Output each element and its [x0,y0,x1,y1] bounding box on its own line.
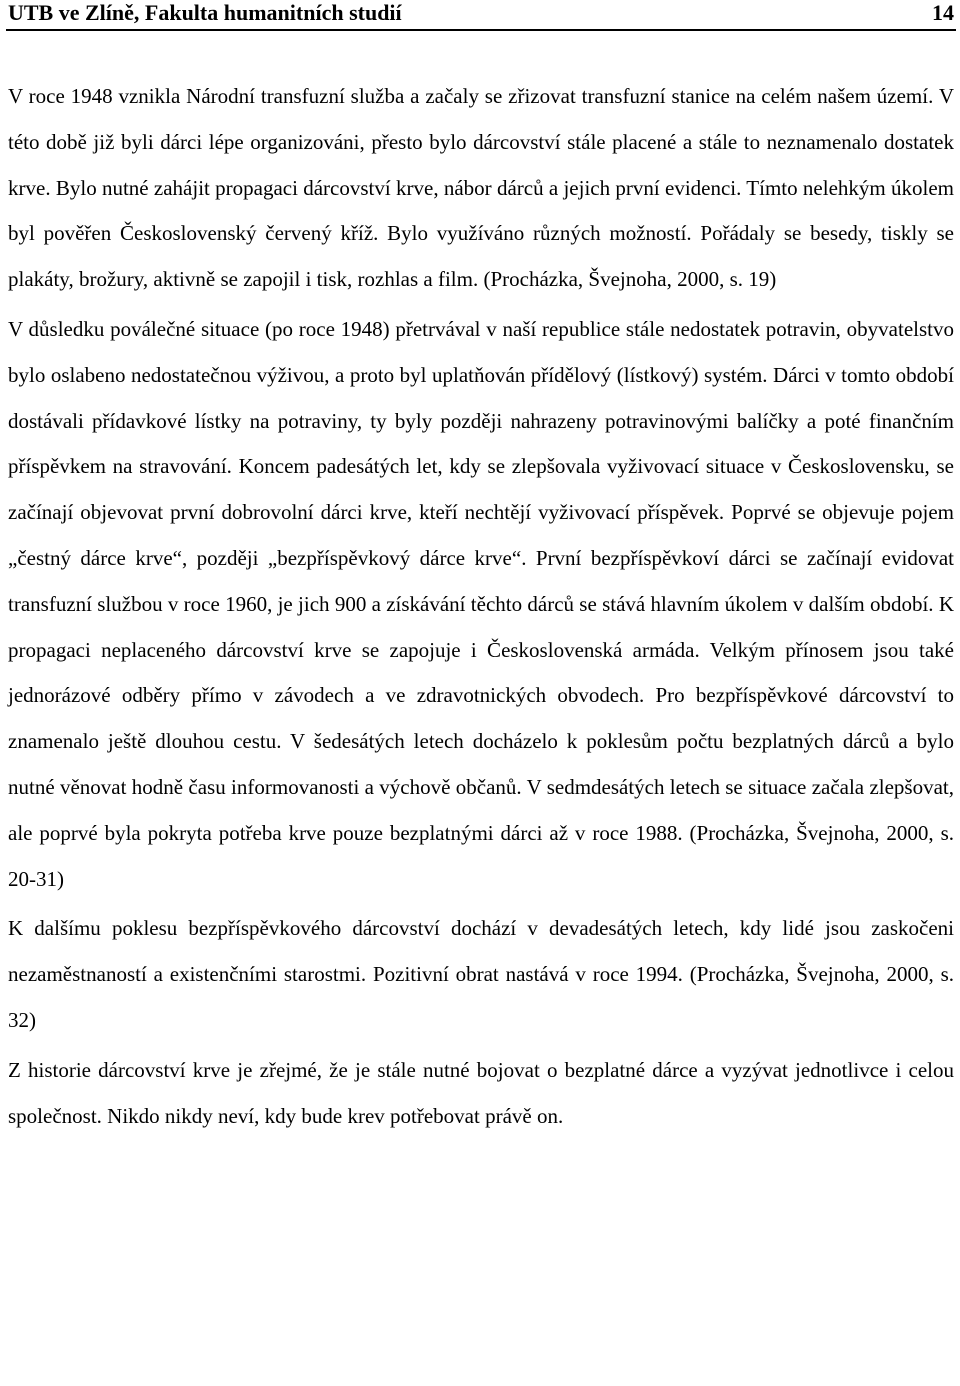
header-title: UTB ve Zlíně, Fakulta humanitních studií [8,0,402,25]
body-text [8,74,954,1139]
paragraph-1: V roce 1948 vznikla Národní transfuzní služba a začaly se zřizovat transfuzní stanice na celém našem území. V této době již byli dárci lépe organizováni, přesto bylo dárcovství stále placené a stále to neznamenalo dostatek krve. Bylo nutné zahájit propagaci dárcovství krve, nábor dárců a jejich první evidenci. Tímto nelehkým úkolem byl pověřen Československý červený kříž. Bylo využíváno různých možností. Pořádaly se besedy, tiskly se plakáty, brožury, aktivně se zapojil i tisk, rozhlas a film. (Procházka, Švejnoha, 2000, s. 19) [8,84,954,292]
paragraph-2: V důsledku poválečné situace (po roce 1948) přetrvával v naší republice stále nedostatek potravin, obyvatelstvo bylo oslabeno nedostatečnou výživou, a proto byl uplatňován přídělový (lístkový) systém. Dárci v tomto období dostávali přídavkové lístky na potraviny, ty byly později nahrazeny potravinovými balíčky a poté finančním příspěvkem na stravování. Koncem padesátých let, kdy se zlepšovala vyživovací situace v Československu, se začínají objevovat první dobrovolní dárci krve, kteří nechtějí vyživovací příspěvek. Poprvé se objevuje pojem „čestný dárce krve“, později „bezpříspěvkový dárce krve“. První bezpříspěvkoví dárci se začínají evidovat transfuzní službou v roce 1960, je jich 900 a získávání těchto dárců se stává hlavním úkolem v dalším období. K propagaci neplaceného dárcovství krve se zapojuje i Československá armáda. Velkým přínosem jsou také jednorázové odběry přímo v závodech a ve zdravotnických obvodech. Pro bezpříspěvkové dárcovství to znamenalo ještě dlouhou cestu. V šedesátých letech docházelo k poklesům počtu bezplatných dárců a bylo nutné věnovat hodně času informovanosti a výchově občanů. V sedmdesátých letech se situace začala zlepšovat, ale poprvé byla pokryta potřeba krve pouze bezplatnými dárci až v roce 1988. (Procházka, Švejnoha, 2000, s. 20-31) [8,316,954,891]
page-number: 14 [932,0,954,25]
paragraph-3: K dalšímu poklesu bezpříspěvkového dárcovství dochází v devadesátých letech, kdy lidé jsou zaskočeni nezaměstnaností a existenčními starostmi. Pozitivní obrat nastává v roce 1994. (Procházka, Švejnoha, 2000, s. 32) [8,916,954,1032]
header-rule [6,29,956,31]
page-header [8,0,954,28]
paragraph-4: Z historie dárcovství krve je zřejmé, že je stále nutné bojovat o bezplatné dárce a vyzývat jednotlivce i celou společnost. Nikdo nikdy neví, kdy bude krev potřebovat právě on. [8,1057,954,1128]
